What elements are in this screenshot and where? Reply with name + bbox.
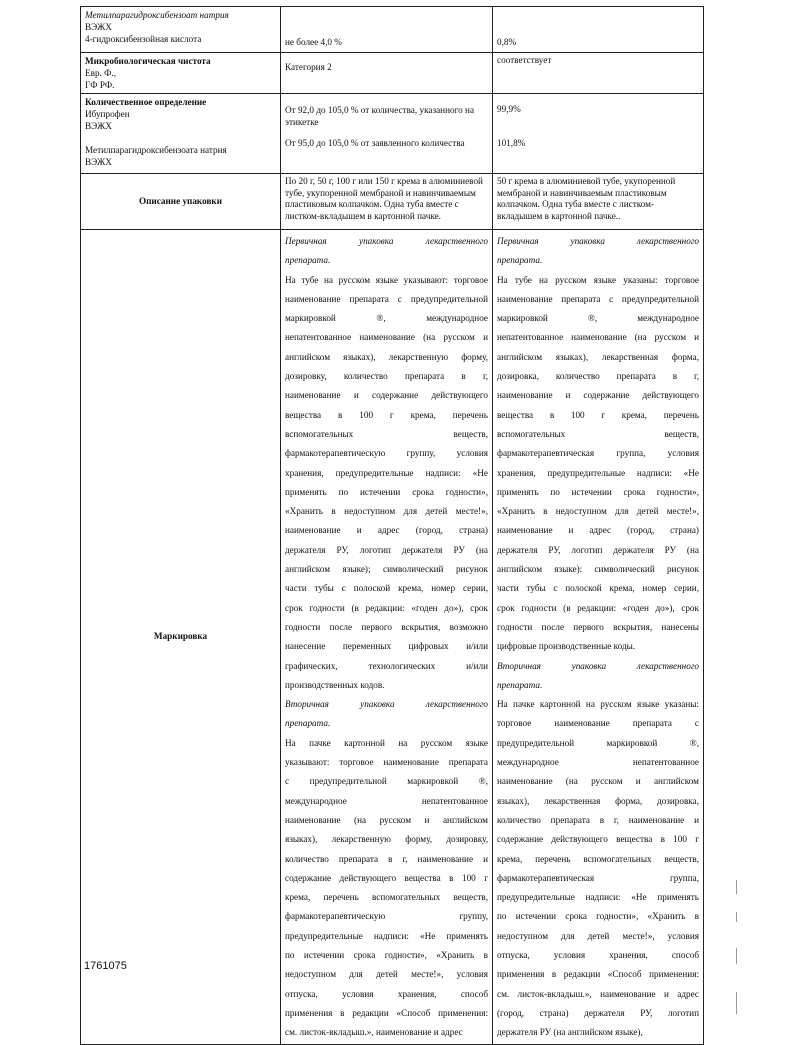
- test-name-cell: [81, 94, 281, 174]
- document-id: 1761075: [84, 960, 127, 972]
- test-name-line: ВЭЖХ: [85, 121, 112, 131]
- test-name-line: 4-гидроксибензойная кислота: [85, 34, 202, 44]
- marking-line: На тубе на русском языке указывают: торговое: [285, 274, 488, 285]
- margin-mark: [736, 912, 737, 922]
- test-name-line: Ибупрофен: [85, 109, 130, 119]
- marking-line: отпуска, условия хранения, способ: [285, 988, 488, 999]
- marking-line: языках), лекарственная форма, дозировка,: [497, 795, 699, 806]
- marking-line: торговое наименование препарата с: [497, 718, 699, 729]
- marking-line: «Хранить в недоступном для детей месте!»,: [497, 506, 699, 517]
- marking-line: срок годности (в редакции: «годен до»), срок: [285, 602, 488, 613]
- marking-line: международное непатентованное: [285, 795, 488, 806]
- norm-cell: [281, 7, 493, 53]
- norm-cell: [281, 53, 493, 94]
- margin-mark: [736, 880, 737, 894]
- result-cell: [493, 174, 704, 230]
- test-name-line: ГФ РФ.: [85, 80, 115, 90]
- marking-line: непатентованное наименование (на русском и: [285, 332, 488, 343]
- marking-line: (город, страна) держателя РУ, логотип: [497, 1007, 699, 1018]
- test-name-line: Метилпарагидроксибензоат натрия: [85, 10, 229, 20]
- marking-line: количество препарата в г, наименование и: [497, 814, 699, 825]
- marking-line: маркировкой ®, международное: [497, 313, 699, 324]
- marking-line: производственных кодов.: [285, 679, 385, 690]
- test-name: Описание упаковки: [138, 195, 223, 206]
- marking-line: препарата.: [497, 255, 543, 266]
- specification-table: [80, 6, 704, 1045]
- result-text: 101,8%: [497, 137, 526, 148]
- marking-line: предупредительной маркировкой ®,: [497, 737, 699, 748]
- marking-line: отпуска, условия хранения, способ: [497, 949, 699, 960]
- table-row: [81, 53, 704, 94]
- marking-line: предупредительные надписи: «Не применять: [497, 892, 699, 903]
- marking-line: применять по истечении срока годности»,: [285, 486, 488, 497]
- marking-line: нанесение переменных цифровых и/или: [285, 641, 488, 652]
- result-text: соответствует: [497, 55, 552, 65]
- test-name-cell: [81, 7, 281, 53]
- norm-text: не более 4,0 %: [285, 36, 342, 47]
- marking-line: препарата.: [285, 718, 331, 729]
- table-row: [81, 174, 704, 230]
- marking-line: держателя РУ, логотип держателя РУ (на: [285, 544, 488, 555]
- marking-line: крема, перечень вспомогательных веществ,: [285, 892, 488, 903]
- marking-line: применять по истечении срока годности»,: [497, 486, 699, 497]
- test-name-line: Евр. Ф.,: [85, 68, 116, 78]
- test-name-cell: [81, 53, 281, 94]
- table-row: [81, 94, 704, 174]
- marking-line: Первичная упаковка лекарственного: [497, 236, 699, 246]
- marking-line: языках), лекарственную форму, дозировку,: [285, 834, 488, 845]
- norm-cell: [281, 174, 493, 230]
- marking-line: фармакотерапевтическая группа, условия: [497, 448, 699, 459]
- marking-line: Первичная упаковка лекарственного: [285, 236, 488, 246]
- document-page: [80, 6, 703, 1045]
- marking-line: количество препарата в г, наименование и: [285, 853, 488, 864]
- norm-text: От 92,0 до 105,0 % от количества, указанного на этикетке: [285, 105, 475, 127]
- marking-line: держателя РУ, логотип держателя РУ (на: [497, 544, 699, 555]
- marking-line: указывают: торговое наименование препарата: [285, 757, 488, 768]
- result-cell: [493, 230, 704, 1045]
- marking-line: «Хранить в недоступном для детей месте!»,: [285, 506, 488, 517]
- test-name-line: Метилпарагидроксибензоата натрия: [85, 145, 227, 155]
- marking-line: применения в редакции «Способ применения:: [497, 969, 699, 980]
- marking-line: недоступном для детей месте!», условия: [497, 930, 699, 941]
- margin-mark: [736, 948, 737, 964]
- marking-line: Вторичная упаковка лекарственного: [285, 699, 488, 710]
- marking-line: английском языке); символический рисунок: [285, 564, 488, 575]
- marking-line: наименование (на русском и английском: [497, 776, 699, 787]
- result-text: 99,9%: [497, 104, 521, 114]
- marking-line: На пачке картонной на русском языке указаны:: [497, 699, 699, 710]
- marking-line: содержание действующего вещества в 100 г: [285, 872, 488, 883]
- marking-line: по истечении срока годности», «Хранить в: [285, 949, 488, 960]
- marking-line: фармакотерапевтическую группу,: [285, 911, 488, 922]
- norm-text: По 20 г, 50 г, 100 г или 150 г крема в алюминиевой тубе, укупоренной мембраной и навинчиваемым пластиковым колпачком. Одна туба вместе с листком-вкладышем в картонной пачке.: [285, 176, 483, 221]
- marking-line: хранения, предупредительные надписи: «Не: [497, 467, 699, 478]
- test-name-line: Микробиологическая чистота: [85, 56, 211, 66]
- marking-line: см. листок-вкладыш.», наименование и адрес: [285, 1027, 463, 1038]
- marking-line: наименование и содержание действующего: [285, 390, 488, 401]
- marking-line: годности после первого вскрытия, возможно: [285, 621, 488, 632]
- result-cell: [493, 7, 704, 53]
- marking-line: Вторичная упаковка лекарственного: [497, 660, 699, 671]
- marking-line: годности после первого вскрытия, нанесены: [497, 621, 699, 632]
- marking-line: На тубе на русском языке указаны: торговое: [497, 274, 699, 285]
- marking-line: препарата.: [285, 255, 331, 266]
- marking-line: международное непатентованное: [497, 757, 699, 768]
- marking-line: вещества в 100 г крема, перечень: [285, 409, 488, 420]
- marking-line: английском языках), лекарственная форма,: [497, 351, 699, 362]
- marking-line: дозировку, количество препарата в г,: [285, 371, 488, 382]
- marking-line: хранения, предупредительные надписи: «Не: [285, 467, 488, 478]
- marking-line: недоступном для детей месте!», условия: [285, 969, 488, 980]
- norm-text: От 95,0 до 105,0 % от заявленного количества: [285, 138, 465, 148]
- result-cell: [493, 53, 704, 94]
- marking-line: маркировкой ®, международное: [285, 313, 488, 324]
- norm-cell: [281, 230, 493, 1045]
- test-name-line: Количественное определение: [85, 97, 207, 107]
- marking-line: английском языках), лекарственную форму,: [285, 351, 488, 362]
- marking-line: части тубы с полоской крема, номер серии,: [497, 583, 699, 594]
- marking-line: вспомогательных веществ,: [497, 428, 699, 439]
- test-name-cell: [81, 174, 281, 230]
- marking-line: см. листок-вкладыш.», наименование и адрес: [497, 988, 699, 999]
- test-name: Маркировка: [153, 631, 208, 642]
- table-row: [81, 230, 704, 1045]
- marking-line: держателя РУ (на английском языке),: [497, 1027, 643, 1038]
- norm-cell: [281, 94, 493, 174]
- marking-line: непатентованное наименование (на русском и: [497, 332, 699, 343]
- marking-line: цифровые производственные коды.: [497, 641, 636, 652]
- marking-line: крема, перечень вспомогательных веществ,: [497, 853, 699, 864]
- marking-line: с предупредительной маркировкой ®,: [285, 776, 488, 787]
- marking-line: дозировка, количество препарата в г,: [497, 371, 699, 382]
- marking-line: наименование и адрес (город, страна): [497, 525, 699, 536]
- marking-line: фармакотерапевтическую группу, условия: [285, 448, 488, 459]
- marking-line: предупредительные надписи: «Не применять: [285, 930, 488, 941]
- norm-text: Категория 2: [285, 62, 332, 72]
- result-cell: [493, 94, 704, 174]
- marking-line: вспомогательных веществ,: [285, 428, 488, 439]
- marking-line: наименование и адрес (город, страна): [285, 525, 488, 536]
- marking-line: наименование препарата с предупредительной: [285, 293, 488, 304]
- marking-line: применения в редакции «Способ применения:: [285, 1007, 488, 1018]
- marking-line: препарата.: [497, 679, 543, 690]
- margin-mark: [736, 992, 737, 1014]
- marking-line: срок годности (в редакции: «годен до»), срок: [497, 602, 699, 613]
- result-text: 50 г крема в алюминиевой тубе, укупоренной мембраной и навинчиваемым пластиковым колпачком. Одна туба вместе с листком-вкладышем в картонной пачке..: [497, 176, 676, 221]
- marking-line: по истечении срока годности», «Хранить в: [497, 911, 699, 922]
- marking-line: вещества в 100 г крема, перечень: [497, 409, 699, 420]
- marking-line: графических, технологических и/или: [285, 660, 488, 671]
- marking-line: наименование и содержание действующего: [497, 390, 699, 401]
- marking-line: фармакотерапевтическая группа,: [497, 872, 699, 883]
- marking-line: наименование препарата с предупредительной: [497, 293, 699, 304]
- marking-line: части тубы с полоской крема, номер серии,: [285, 583, 488, 594]
- table-row: [81, 7, 704, 53]
- result-text: 0,8%: [497, 36, 517, 47]
- test-name-line: ВЭЖХ: [85, 157, 112, 167]
- test-name-line: ВЭЖХ: [85, 22, 112, 32]
- test-name-cell: [81, 230, 281, 1045]
- marking-line: английском языке): символический рисунок: [497, 564, 699, 575]
- marking-line: наименование (на русском и английском: [285, 814, 488, 825]
- marking-line: содержание действующего вещества в 100 г: [497, 834, 699, 845]
- marking-line: На пачке картонной на русском языке: [285, 737, 488, 748]
